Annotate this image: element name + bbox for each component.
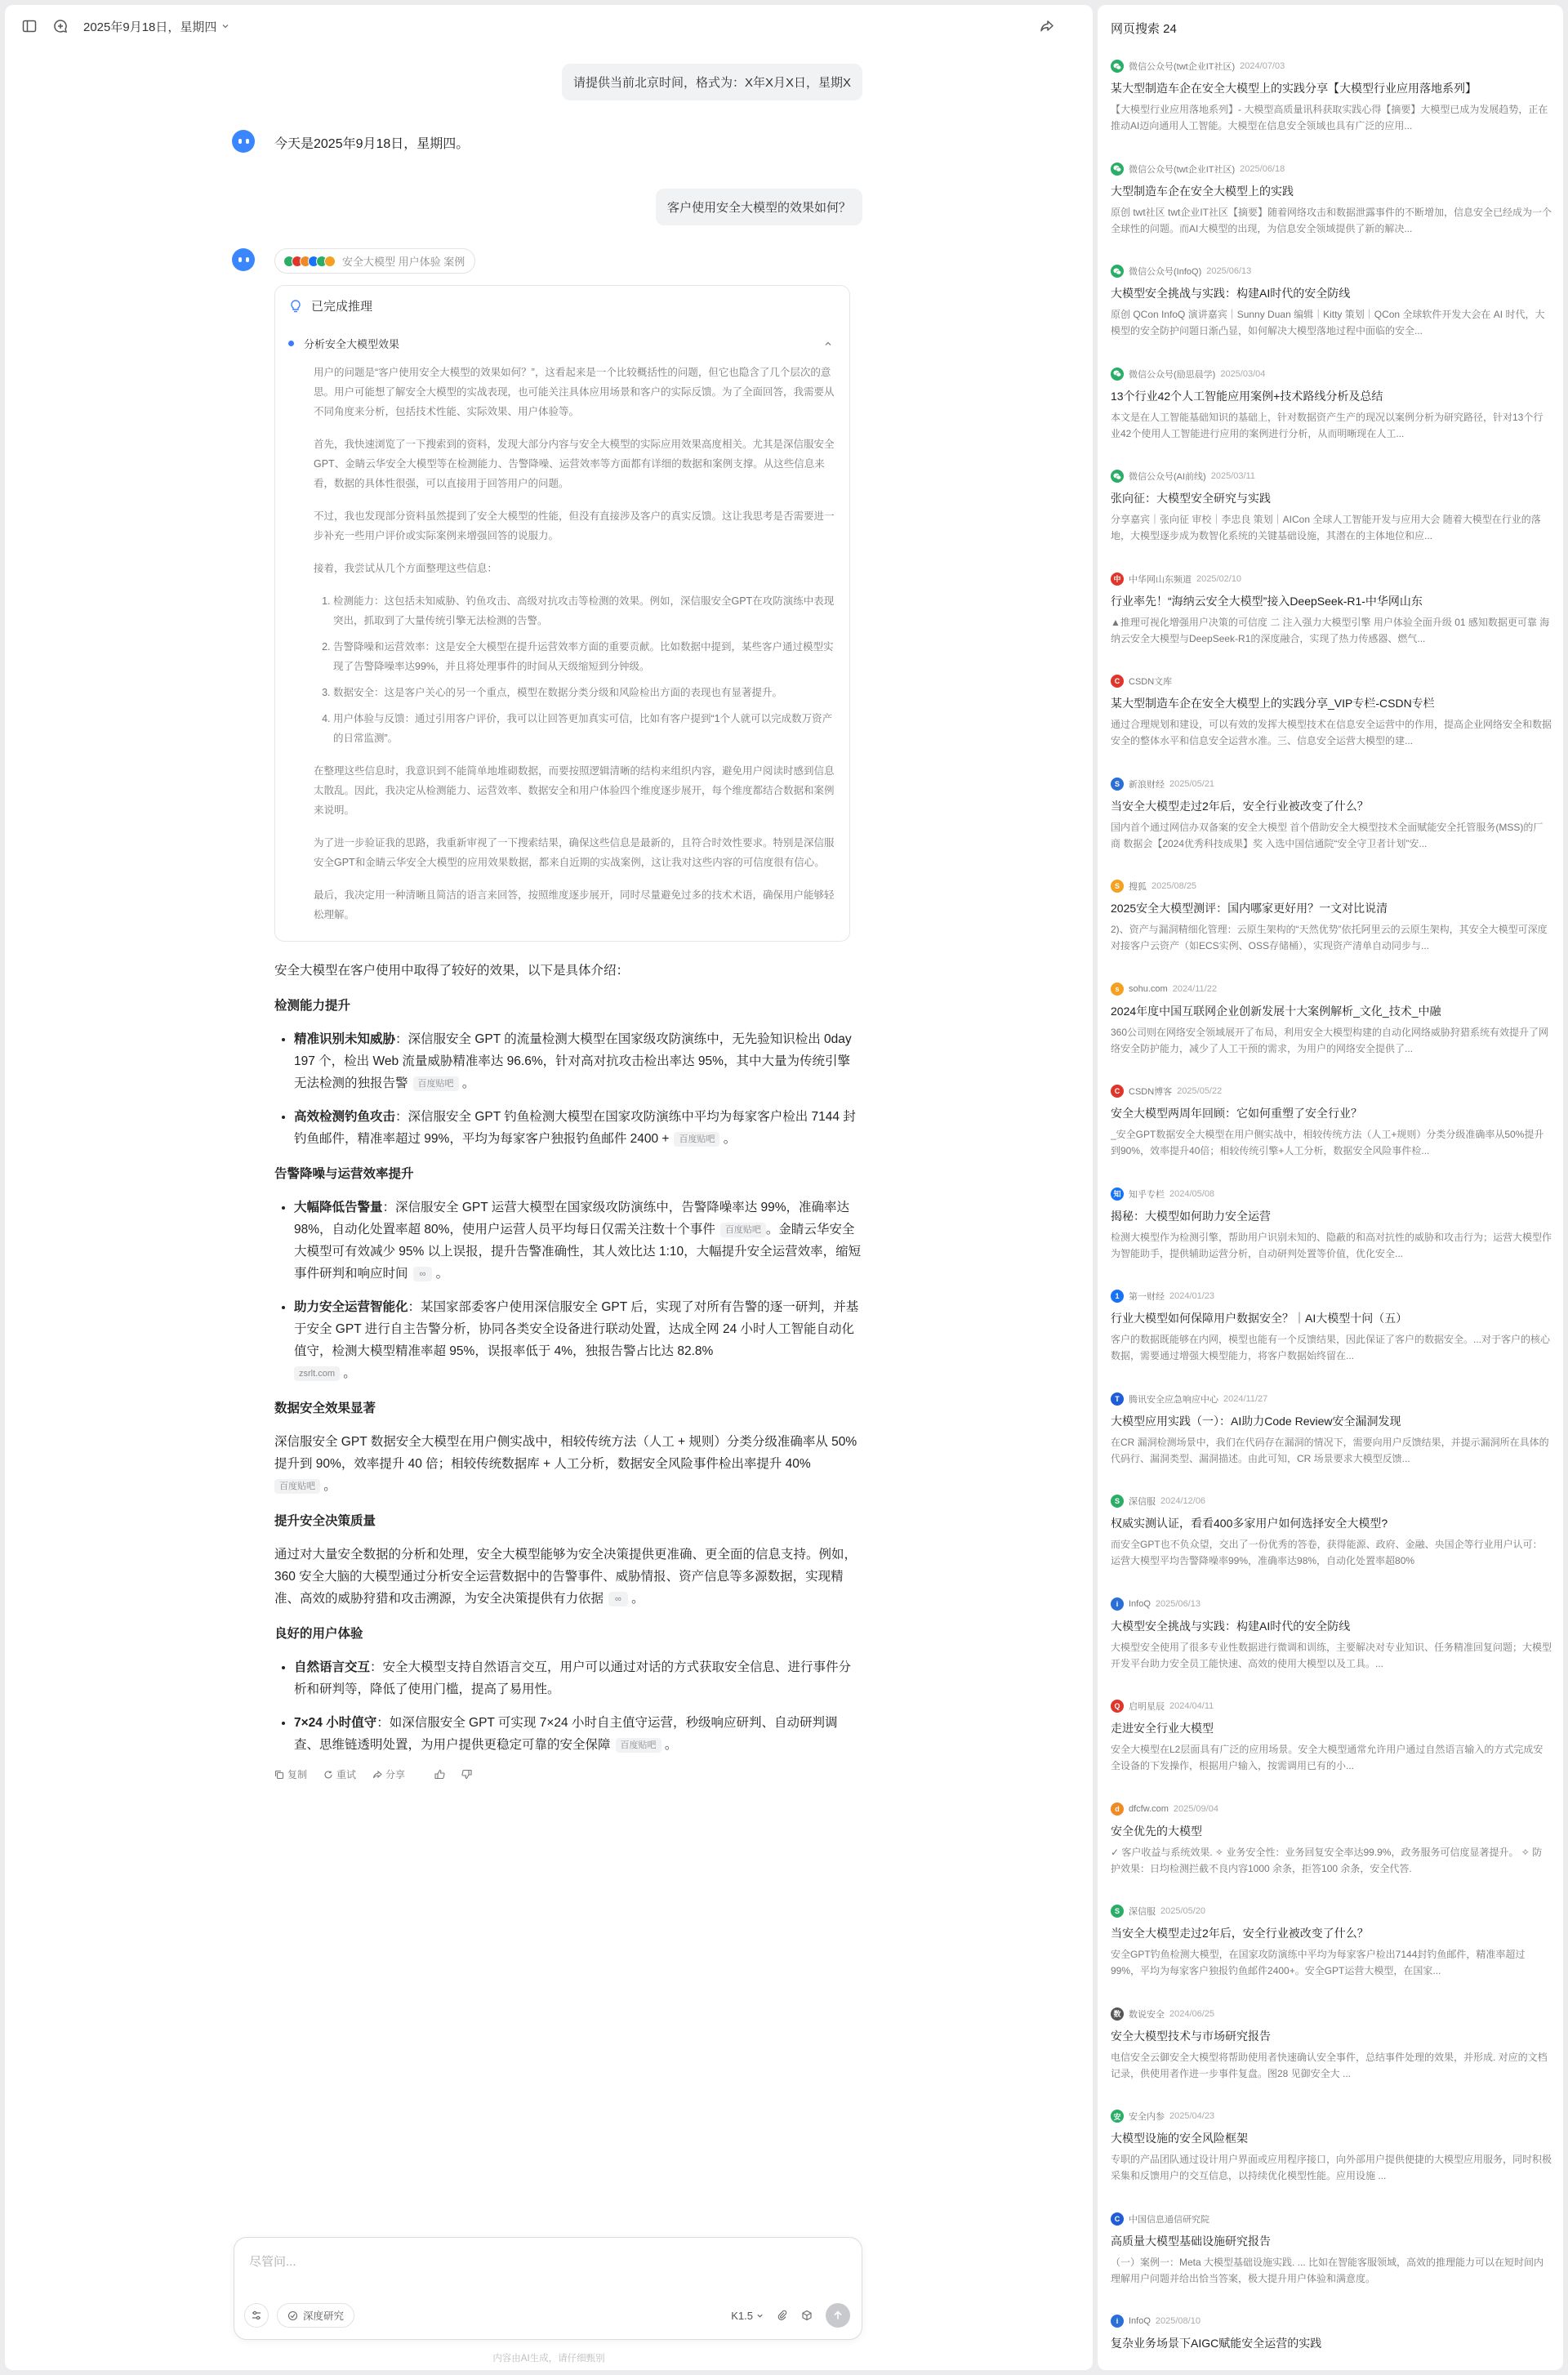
chat-input-placeholder[interactable]: 尽管问... [249,2255,296,2269]
result-title[interactable]: 高质量大模型基础设施研究报告 [1111,2234,1271,2248]
result-source: 微信公众号(InfoQ) [1129,267,1202,277]
citation-tag[interactable]: 百度贴吧 [413,1076,459,1091]
result-meta [1111,1597,1552,1611]
source-favicon-icon: d [1111,1802,1124,1816]
search-result[interactable] [1111,777,1552,880]
result-meta [1111,2109,1552,2123]
chat-title-dropdown[interactable] [83,18,229,35]
result-source: 深信服 [1129,1907,1156,1917]
share-icon[interactable] [1039,18,1055,34]
result-meta [1111,264,1552,278]
reasoning-body [288,363,836,925]
source-favicon-icon: Q [1111,1700,1124,1713]
result-source: 中国信息通信研究院 [1129,2214,1209,2225]
search-result[interactable] [1111,367,1552,470]
assistant-text: 今天是2025年9月18日，星期四。 [274,137,470,151]
chat-panel [5,5,1093,2370]
reasoning-paragraph: 为了进一步验证我的思路，我重新审视了一下搜索结果，确保这些信息是最新的，且符合时效性要求。特别是深信服安全GPT和金睛云华安全大模型的应用效果数据，都来自近期的实战案例，这让我对这些内容的可信度很有信心。 [314,837,835,868]
source-favicon-icon: T [1111,1392,1124,1406]
reasoning-paragraph: 在整理这些信息时，我意识到不能简单地堆砌数据，而要按照逻辑清晰的结构来组织内容，避免用户阅读时感到信息太散乱。因此，我决定从检测能力、运营效率、数据安全和用户体验四个维度逐步展开，每个维度都结合数据和案例来说明。 [314,765,835,816]
citation-link-icon[interactable]: ∞ [413,1267,433,1281]
ai-disclaimer: 内容由AI生成，请仔细甄别 [492,2354,605,2364]
result-meta [1111,982,1552,996]
answer-list-item: • 精准识别未知威胁：深信服安全 GPT 的流量检测大模型在国家级攻防演练中，无先验知识检出 0day 197 个，检出 Web 流量威胁精准率达 96.6%，针对高对抗攻击检出率达 95%，其中大量为传统引擎无法检测的独报告警 百度贴吧 。 [294,1028,862,1094]
user-message [234,64,862,100]
result-date: 2025/03/11 [1210,471,1255,481]
answer-list-item: • 大幅降低告警量：深信服安全 GPT 运营大模型在国家级攻防演练中，告警降噪率达 99%，准确率达 98%，自动化处置率超 80%，使用户运营人员平均每日仅需关注数十个事件 百度贴吧 。金睛云华安全大模型可有效减少 95% 以上误报，提升告警准确性，其人效比达 1:10，大幅提升安全运营效率，缩短事件研判和响应时间 ∞ 。 [294,1196,862,1285]
result-date: 2025/04/23 [1169,2111,1215,2121]
answer-list-item: • 7×24 小时值守：如深信服安全 GPT 可实现 7×24 小时自主值守运营，秒级响应研判、自动研判调查、思维链透明处置，为用户提供更稳定可靠的安全保障 百度贴吧 。 [294,1712,862,1756]
chevron-down-icon [221,22,229,30]
share-button[interactable] [372,1767,405,1781]
result-source: 微信公众号(AI前线) [1129,472,1206,482]
model-name: K1.5 [731,2309,753,2322]
message-actions [274,1767,862,1781]
search-result[interactable] [1111,1187,1552,1290]
result-date: 2025/06/13 [1206,266,1252,276]
item-text: ：深信服安全 GPT 钓鱼检测大模型在国家攻防演练中平均为每家客户检出 7144 封钓鱼邮件，精准率超过 99%，平均为每家客户独报钓鱼邮件 2400 + [294,1110,856,1146]
new-chat-icon[interactable] [52,18,69,34]
result-date: 2024/12/06 [1160,1496,1206,1506]
attachment-icon[interactable] [777,2310,788,2321]
result-snippet: ✓ 客户收益与系统效果. ✧ 业务安全性：业务回复安全率达99.9%，政务服务可信度显著提升。 ✧ 防护效果：日均检测拦截不良内容1000 余条，拒答100 余条，安全代答. [1111,1846,1543,1874]
tools-icon[interactable] [244,2303,269,2328]
reasoning-list [314,591,836,748]
result-title[interactable]: 行业大模型如何保障用户数据安全？｜AI大模型十问（五） [1111,1312,1408,1325]
thumbs-down-icon[interactable] [461,1769,472,1780]
source-favicons [283,256,336,267]
result-date: 2025/06/13 [1155,1598,1200,1609]
result-date: 2025/02/10 [1196,573,1242,584]
result-snippet [1111,2356,1552,2370]
result-date: 2024/04/11 [1169,1701,1214,1711]
answer-list [274,1656,862,1756]
result-snippet: 而安全GPT也不负众望，交出了一份优秀的答卷，获得能源、政府、金融、央国企等行业用户认可：运营大模型平均告警降噪率99%，准确率达98%，自动化处置率超80% [1111,1539,1543,1566]
item-text: ：某国家部委客户使用深信服安全 GPT 后，实现了对所有告警的逐一研判，并基于安全 GPT 进行自主告警分析，协同各类安全设备进行联动处置，达成全网 24 小时人工智能自动化值守，检测大模型精准率超 95%，误报率低于 4%，独报告警占比达 82.8% [294,1300,859,1358]
result-source: 第一财经 [1129,1292,1165,1302]
item-text: ：如深信服安全 GPT 可实现 7×24 小时自主值守运营，秒级响应研判、自动研判调查、思维链透明处置，为用户提供更稳定可靠的安全保障 [294,1716,838,1752]
result-date: 2025/05/20 [1160,1906,1206,1916]
item-title: 大幅降低告警量 [294,1201,383,1214]
result-source: 知乎专栏 [1129,1189,1165,1200]
result-meta [1111,2314,1552,2328]
result-date: 2025/05/21 [1169,778,1215,789]
reasoning-paragraph: 不过，我也发现部分资料虽然提到了安全大模型的性能，但没有直接涉及客户的真实反馈。这让我思考是否需要进一步补充一些用户评价或实际案例来增强回答的说服力。 [314,510,835,541]
sidebar-toggle-icon[interactable] [21,18,38,34]
item-text: 。金睛云华安全大模型可有效减少 95% 以上误报，提升告警准确性，其人效比达 1:10，大幅提升安全运营效率，缩短事件研判和响应时间 [294,1223,862,1281]
result-source: 微信公众号(twt企业IT社区) [1129,164,1236,175]
reasoning-step[interactable] [288,336,836,351]
refresh-icon [323,1770,333,1780]
source-favicon-icon [1111,163,1124,176]
paragraph-text: 通过对大量安全数据的分析和处理，安全大模型能够为安全决策提供更准确、更全面的信息支持。例如，360 安全大脑的大模型通过分析安全运营数据中的告警事件、威胁情报、资产信息等多源数据，实现精准、高效的威胁狩猎和攻击溯源，为安全决策提供有力依据 [274,1548,858,1606]
citation-tag[interactable]: 百度贴吧 [674,1132,719,1147]
result-snippet: 原创 QCon InfoQ 演讲嘉宾｜Sunny Duan 编辑｜Kitty 策划｜QCon 全球软件开发大会在 AI 时代，大模型的安全防护问题日渐凸显，如何解决大模型落地过程中面临的安全... [1111,309,1545,336]
reasoning-status: 已完成推理 [311,300,373,314]
result-source: 新浪财经 [1129,779,1165,790]
reasoning-paragraph: 最后，我决定用一种清晰且简洁的语言来回答，按照维度逐步展开，同时尽量避免过多的技术术语，确保用户能够轻松理解。 [314,889,835,920]
assistant-avatar [232,248,255,271]
thumbs-up-icon[interactable] [434,1769,445,1780]
citation-tag[interactable]: 百度贴吧 [274,1479,320,1494]
result-title[interactable]: 大模型应用实践（一）：AI助力Code Review安全漏洞发现 [1111,1414,1401,1428]
search-result[interactable] [1111,2212,1552,2315]
result-snippet: 大模型安全使用了很多专业性数据进行微调和训练，主要解决对专业知识、任务精准回复问题；大模型开发平台助力安全员工能快速、高效的使用大模型以及工具。... [1111,1641,1552,1669]
result-snippet: 在CR 漏洞检测场景中，我们在代码存在漏洞的情况下，需要向用户反馈结果，并提示漏洞所在具体的代码行、漏洞类型、漏洞描述。由此可知，CR 场景要求大模型反馈... [1111,1436,1549,1464]
reasoning-paragraph: 首先，我快速浏览了一下搜索到的资料，发现大部分内容与安全大模型的实际应用效果高度相关。尤其是深信服安全GPT、金睛云华安全大模型等在检测能力、告警降噪、运营效率等方面都有详细的数据和案例支撑。从这些信息来看，数据的具体性很强，可以直接用于回答用户的问题。 [314,439,835,489]
result-snippet: （一）案例一：Meta 大模型基础设施实践. ... 比如在智能客服领域，高效的推理能力可以在短时间内理解用户问题并给出恰当答案，极大提升用户体验和满意度。 [1111,2256,1544,2284]
result-snippet: 安全大模型在L2层面具有广泛的应用场景。安全大模型通常允许用户通过自然语言输入的方式完成安全设备的下发操作，根据用户输入，按需调用已有的小... [1111,1744,1544,1771]
retry-button[interactable] [323,1767,356,1781]
result-date: 2024/07/03 [1240,61,1285,71]
search-result[interactable] [1111,1494,1552,1597]
result-snippet: 通过合理规划和建设，可以有效的发挥大模型技术在信息安全运营中的作用，提高企业网络安全和数据安全的整体水平和信息安全运营水准。三、信息安全运营大模型的建... [1111,719,1552,746]
answer-list [274,1196,862,1384]
result-source: 微信公众号(twt企业IT社区) [1129,62,1236,72]
send-button[interactable] [826,2303,850,2328]
paragraph-text: 深信服安全 GPT 数据安全大模型在用户侧实战中，相较传统方法（人工 + 规则）分类分级准确率从 50% 提升到 90%，效率提升 40 倍；相较传统数据库 + 人工分析，数据安全风险事件检出率提升 40% [274,1435,858,1471]
result-title[interactable]: 安全大模型两周年回顾：它如何重塑了安全行业？ [1111,1107,1362,1120]
result-title[interactable]: 权威实测认证，看看400多家用户如何选择安全大模型? [1111,1517,1388,1530]
answer-heading: 数据安全效果显著 [274,1401,376,1415]
result-meta [1111,2007,1552,2021]
search-result[interactable] [1111,1392,1552,1495]
source-favicon-icon: C [1111,675,1124,688]
result-snippet: 2)、资产与漏洞精细化管理：云原生架构的“天然优势”依托阿里云的云原生架构，其安全大模型可深度对接客户云资产（如ECS实例、OSS存储桶），实现资产清单自动同步与... [1111,924,1548,951]
result-source: 搜狐 [1129,882,1147,892]
result-title[interactable]: 安全大模型技术与市场研究报告 [1111,2029,1271,2043]
answer-body [274,960,862,1756]
result-source: dfcfw.com [1129,1803,1169,1814]
result-date: 2025/08/25 [1152,881,1197,891]
result-meta [1111,59,1552,74]
item-title: 助力安全运营智能化 [294,1300,408,1314]
search-result[interactable] [1111,1904,1552,2007]
citation-link-icon[interactable]: ∞ [608,1592,628,1606]
citation-tag[interactable]: 百度贴吧 [720,1223,766,1237]
result-title[interactable]: 当安全大模型走过2年后，安全行业被改变了什么？ [1111,799,1369,813]
source-favicon-icon: 知 [1111,1188,1124,1201]
search-result[interactable] [1111,2314,1552,2370]
item-text: ：安全大模型支持自然语言交互，用户可以通过对话的方式获取安全信息、进行事件分析和研判等，降低了使用门槛，提高了易用性。 [294,1660,852,1696]
result-snippet: 360公司则在网络安全领域展开了布局，利用安全大模型构建的自动化网络威胁狩猎系统有效提升了网络安全防护能力，减少了人工干预的需求，为用户的网络安全提供了... [1111,1026,1549,1054]
result-title[interactable]: 某大型制造车企在安全大模型上的实践分享【大模型行业应用落地系列】 [1111,82,1477,95]
result-snippet: ▲推理可视化增强用户决策的可信度 二 注入强力大模型引擎 用户体验全面升级 01 感知数据更可靠 海纳云安全大模型与DeepSeek-R1的深度融合，实现了热力传感器、燃气... [1111,616,1550,644]
web-search-title: 网页搜索 24 [1111,22,1177,36]
answer-list-item [294,1656,862,1700]
reasoning-paragraph: 接着，我尝试从几个方面整理这些信息： [314,563,498,574]
item-text: ：深信服安全 GPT 的流量检测大模型在国家级攻防演练中，无先验知识检出 0day 197 个，检出 Web 流量威胁精准率达 96.6%，针对高对抗攻击检出率达 95%，其中大量为传统引擎无法检测的独报告警 [294,1032,852,1090]
result-title[interactable]: 当安全大模型走过2年后，安全行业被改变了什么？ [1111,1927,1369,1940]
answer-intro: 安全大模型在客户使用中取得了较好的效果，以下是具体介绍： [274,964,630,978]
result-source: CSDN文库 [1129,677,1173,687]
reasoning-panel [274,285,850,942]
result-title[interactable]: 张向征：大模型安全研究与实践 [1111,492,1271,505]
result-snippet: 原创 twt社区 twt企业IT社区【摘要】随着网络攻击和数据泄露事件的不断增加，信息安全已经成为一个全球性的问题。而AI大模型的出现，为信息安全领域提供了新的解决... [1111,206,1552,234]
arrow-up-icon [832,2310,844,2321]
lightbulb-icon [288,299,303,314]
copy-label: 复制 [287,1769,308,1780]
result-title[interactable]: 揭秘：大模型如何助力安全运营 [1111,1209,1271,1223]
chat-input-box[interactable] [234,2237,862,2340]
reasoning-list-item: 4. 用户体验与反馈：通过引用客户评价，我可以让回答更加真实可信，比如有客户提到“1个人就可以完成数万资产的日常监测”。 [333,709,836,748]
answer-list-item: • 助力安全运营智能化：某国家部委客户使用深信服安全 GPT 后，实现了对所有告警的逐一研判，并基于安全 GPT 进行自主告警分析，协同各类安全设备进行联动处置，达成全网 24 小时人工智能自动化值守，检测大模型精准率超 95%，误报率低于 4%，独报告警占比达 82.8% zsrlt.com 。 [294,1296,862,1384]
result-snippet: 检测大模型作为检测引擎，帮助用户识别未知的、隐蔽的和高对抗性的威胁和攻击行为；运营大模型作为智能助手，提供辅助运营分析，自动研判处置等价值，优化安全... [1111,1231,1552,1259]
result-date: 2024/01/23 [1169,1291,1215,1301]
search-result[interactable] [1111,879,1552,982]
result-source: InfoQ [1129,2316,1151,2326]
input-toolbar [244,2303,850,2328]
item-title: 自然语言交互 [294,1660,371,1674]
search-result[interactable] [1111,2109,1552,2212]
source-favicon-icon: 安 [1111,2110,1124,2123]
answer-list-item: • 高效检测钓鱼攻击：深信服安全 GPT 钓鱼检测大模型在国家攻防演练中平均为每家客户检出 7144 封钓鱼邮件，精准率超过 99%，平均为每家客户独报钓鱼邮件 2400 + 百度贴吧 。 [294,1106,862,1150]
result-source: 数说安全 [1129,2009,1165,2020]
research-icon [287,2310,298,2321]
result-snippet: 【大模型行业应用落地系列】- 大模型高质量讯科获取实践心得【摘要】大模型已成为发展趋势，正在推动AI迈向通用人工智能。大模型在信息安全领域也具有广泛的应用... [1111,104,1548,131]
result-title[interactable]: 13个行业42个人工智能应用案例+技术路线分析及总结 [1111,389,1383,403]
sources-pill[interactable] [274,248,475,274]
share-icon [372,1770,382,1780]
source-favicon-icon: S [1111,1905,1124,1918]
source-favicon-icon [1111,265,1124,278]
web-search-panel [1098,5,1563,2370]
result-source: 深信服 [1129,1497,1156,1507]
result-meta [1111,1084,1552,1098]
result-title[interactable]: 大型制造车企在安全大模型上的实践 [1111,184,1294,198]
result-title[interactable]: 某大型制造车企在安全大模型上的实践分享_VIP专栏-CSDN专栏 [1111,697,1435,710]
citation-tag[interactable]: zsrlt.com [294,1366,340,1381]
result-source: 微信公众号(励思晨学) [1129,369,1216,380]
result-snippet: 国内首个通过网信办双备案的安全大模型 首个借助安全大模型技术全面赋能安全托管服务(MSS)的厂商 数据会【2024优秀科技成果】奖 入选中国信通院“安全守卫者计划”安... [1111,821,1544,849]
result-meta [1111,469,1552,483]
sources-label: 安全大模型 用户体验 案例 [342,256,466,268]
reasoning-list-item: 2. 告警降噪和运营效率：这是安全大模型在提升运营效率方面的重要贡献。比如数据中提到，某些客户通过模型实现了告警降噪率达99%，并且将处理事件的时间从天级缩短到分钟级。 [333,637,836,676]
result-snippet: 电信安全云御安全大模型将帮助使用者快速确认安全事件，总结事件处理的效果，并形成. 对应的文档记录，供使用者作进一步事件复盘。图28 见御安全大 ... [1111,2051,1548,2079]
search-result[interactable] [1111,674,1552,777]
result-date: 2025/06/18 [1240,163,1285,174]
retry-label: 重试 [336,1769,357,1780]
user-bubble: 请提供当前北京时间，格式为：X年X月X日，星期X [562,64,862,100]
deep-research-label: 深度研究 [303,2310,345,2322]
result-title[interactable]: 安全优先的大模型 [1111,1824,1202,1838]
result-meta [1111,1392,1552,1406]
result-meta [1111,1699,1552,1713]
result-source: 腾讯安全应急响应中心 [1129,1394,1218,1405]
result-snippet: 本文是在人工智能基础知识的基础上，针对数据资产生产的现况以案例分析为研究路径，针对13个行业42个使用人工智能进行应用的案例进行分析，从而明晰现在人工... [1111,411,1544,439]
search-result[interactable] [1111,1802,1552,1905]
source-favicon-icon: i [1111,2315,1124,2328]
result-source: InfoQ [1129,1598,1151,1609]
result-title[interactable]: 行业率先！“海纳云安全大模型”接入DeepSeek-R1-中华网山东 [1111,594,1423,608]
reasoning-step-title: 分析安全大模型效果 [304,338,400,350]
answer-heading: 提升安全决策质量 [274,1514,376,1528]
result-title[interactable]: 2024年度中国互联网企业创新发展十大案例解析_文化_技术_中融 [1111,1004,1441,1018]
message-thread [234,64,862,1781]
result-source: 中华网山东频道 [1129,574,1192,585]
result-date: 2025/05/22 [1177,1086,1223,1096]
model-selector[interactable] [731,2310,764,2322]
result-title[interactable]: 走进安全行业大模型 [1111,1722,1214,1735]
result-date: 2024/11/27 [1223,1393,1268,1404]
result-snippet: 分享嘉宾｜张向征 审校｜李忠良 策划｜AICon 全球人工智能开发与应用大会 随着大模型在行业的落地，大模型逐步成为数智化系统的关键基础设施，其潜在的主体地位和应... [1111,514,1541,541]
source-favicon-icon: S [1111,1495,1124,1508]
reasoning-header[interactable] [288,297,836,314]
result-date: 2025/09/04 [1173,1803,1218,1814]
result-meta [1111,1494,1552,1508]
source-favicon-icon: 1 [1111,1290,1124,1303]
result-meta [1111,162,1552,176]
assistant-avatar [232,130,255,153]
reasoning-list-item: 3. 数据安全：这是客户关心的另一个重点，模型在数据分类分级和风险检出方面的表现也有显著提升。 [333,683,836,702]
answer-list [274,1028,862,1150]
result-snippet: 客户的数据既能够在内网，模型也能有一个反馈结果，因此保证了客户的数据安全。...对于客户的核心数据，需要通过增强大模型能力，将客户数据始终留在... [1111,1334,1551,1361]
copy-button[interactable] [274,1767,307,1781]
search-result[interactable] [1111,264,1552,367]
search-results-list [1111,59,1552,2370]
source-favicon-icon [1111,368,1124,381]
source-favicon-icon: S [1111,880,1124,893]
search-result[interactable] [1111,982,1552,1085]
result-source: 启明星辰 [1129,1702,1165,1712]
result-date: 2024/06/25 [1169,2008,1215,2019]
answer-paragraph: 通过对大量安全数据的分析和处理，安全大模型能够为安全决策提供更准确、更全面的信息支持。例如，360 安全大脑的大模型通过分析安全运营数据中的告警事件、威胁情报、资产信息等多源数据，实现精准、高效的威胁狩猎和攻击溯源，为安全决策提供有力依据 ∞ 。 [274,1548,858,1606]
result-date: 2024/11/22 [1172,983,1217,994]
source-favicon-icon [1111,470,1124,483]
copy-icon [274,1770,284,1780]
result-meta [1111,1904,1552,1918]
citation-tag[interactable]: 百度贴吧 [616,1738,662,1753]
result-source: 安全内参 [1129,2112,1165,2122]
item-text: ：深信服安全 GPT 运营大模型在国家级攻防演练中，告警降噪率达 99%，准确率达 98%，自动化处置率超 80%，使用户运营人员平均每日仅需关注数十个事件 [294,1201,850,1237]
reasoning-paragraph: 用户的问题是“客户使用安全大模型的效果如何？”，这看起来是一个比较概括性的问题，但它也隐含了几个层次的意思。用户可能想了解安全大模型的实战表现，也可能关注具体应用场景和客户的实际反馈。为了全面回答，我需要从不同角度来分析，包括技术性能、实际效果、用户体验等。 [314,367,835,417]
reasoning-list-item: 1. 检测能力：这包括未知威胁、钓鱼攻击、高级对抗攻击等检测的效果。例如，深信服安全GPT在攻防演练中表现突出，抓取到了大量传统引擎无法检测的告警。 [333,591,836,631]
source-favicon-icon [1111,60,1124,73]
source-favicon-icon: S [1111,778,1124,791]
result-title[interactable]: 大模型设施的安全风险框架 [1111,2132,1248,2145]
input-right-controls [731,2303,850,2328]
search-result[interactable] [1111,1289,1552,1392]
cube-icon[interactable] [801,2310,813,2321]
result-date: 2025/03/04 [1220,368,1266,379]
result-date: 2025/08/10 [1155,2316,1200,2326]
chevron-up-icon [823,339,833,349]
search-result[interactable] [1111,162,1552,265]
search-result[interactable] [1111,1699,1552,1802]
search-result[interactable] [1111,572,1552,675]
chevron-down-icon [756,2312,764,2319]
result-source: CSDN博客 [1129,1087,1173,1097]
search-result[interactable] [1111,1597,1552,1700]
result-source: sohu.com [1129,983,1168,994]
user-bubble: 客户使用安全大模型的效果如何？ [656,189,862,225]
deep-research-button[interactable] [277,2303,354,2328]
search-result[interactable] [1111,1084,1552,1187]
result-snippet: 安全GPT钓鱼检测大模型，在国家攻防演练中平均为每家客户检出7144封钓鱼邮件，精准率超过99%，平均为每家客户独报钓鱼邮件2400+。安全GPT运营大模型，在国家... [1111,1949,1526,1976]
item-title: 高效检测钓鱼攻击 [294,1110,396,1124]
source-favicon-icon: i [1111,1597,1124,1611]
chat-title: 2025年9月18日，星期四 [83,20,217,34]
user-message [234,189,862,225]
result-date: 2024/05/08 [1169,1188,1215,1199]
source-favicon-icon: C [1111,1085,1124,1098]
item-title: 精准识别未知威胁 [294,1032,396,1046]
result-title[interactable]: 2025安全大模型测评：国内哪家更好用？一文对比说清 [1111,902,1388,915]
share-label: 分享 [385,1769,406,1780]
result-title[interactable]: 大模型安全挑战与实践：构建AI时代的安全防线 [1111,1619,1351,1633]
answer-heading: 告警降噪与运营效率提升 [274,1167,414,1181]
source-favicon-icon: s [1111,983,1124,996]
result-snippet: _安全GPT数据安全大模型在用户侧实战中，相较传统方法（人工+规则）分类分级准确率从50%提升到90%，效率提升40倍；相较传统引擎+人工分析，数据安全风险事件检... [1111,1129,1544,1156]
result-meta [1111,2212,1552,2226]
source-favicon-icon: 数 [1111,2007,1124,2021]
result-meta [1111,1187,1552,1201]
search-result[interactable] [1111,2007,1552,2110]
assistant-message [234,131,862,154]
result-meta [1111,1802,1552,1816]
source-favicon-icon: 中 [1111,573,1124,586]
result-title[interactable]: 大模型安全挑战与实践：构建AI时代的安全防线 [1111,287,1351,300]
source-favicon-icon: C [1111,2212,1124,2226]
result-title[interactable]: 复杂业务场景下AIGC赋能安全运营的实践 [1111,2337,1322,2350]
step-dot-icon [288,341,294,346]
assistant-message [234,248,862,1781]
result-meta [1111,777,1552,791]
search-result[interactable] [1111,59,1552,162]
item-title: 7×24 小时值守 [294,1716,377,1730]
result-meta [1111,879,1552,893]
search-result[interactable] [1111,469,1552,572]
answer-heading: 良好的用户体验 [274,1627,363,1641]
topbar [5,5,1093,47]
result-snippet: 专职的产品团队通过设计用户界面或应用程序接口，向外部用户提供便捷的大模型应用服务，同时积极采集和反馈用户的交互信息，以持续优化模型性能。应用设施 ... [1111,2154,1552,2181]
result-meta [1111,367,1552,381]
answer-paragraph: 深信服安全 GPT 数据安全大模型在用户侧实战中，相较传统方法（人工 + 规则）分类分级准确率从 50% 提升到 90%，效率提升 40 倍；相较传统数据库 + 人工分析，数据安全风险事件检出率提升 40% 百度贴吧 。 [274,1435,858,1493]
result-meta [1111,674,1552,688]
result-meta [1111,1289,1552,1303]
result-meta [1111,572,1552,586]
answer-heading: 检测能力提升 [274,999,351,1013]
